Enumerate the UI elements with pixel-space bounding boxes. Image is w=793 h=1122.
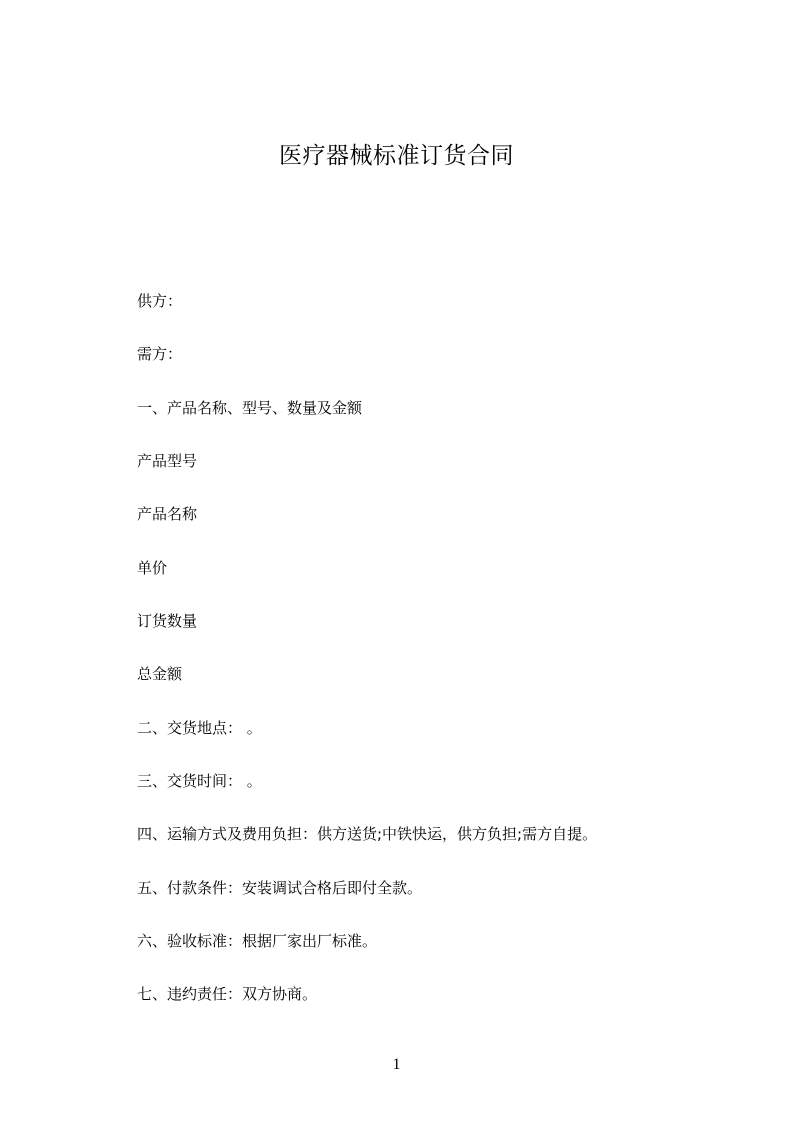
section-2-delivery-place: 二、交货地点： 。: [137, 719, 262, 737]
supplier-line: 供方：: [137, 292, 183, 310]
section-4-transport: 四、运输方式及费用负担：供方送货;中铁快运，供方负担;需方自提。: [137, 825, 598, 843]
unit-price-line: 单价: [137, 559, 168, 577]
section-1-heading: 一、产品名称、型号、数量及金额: [137, 399, 363, 417]
section-3-delivery-time: 三、交货时间： 。: [137, 772, 262, 790]
section-6-acceptance: 六、验收标准：根据厂家出厂标准。: [137, 932, 378, 950]
page-number: 1: [392, 1056, 401, 1073]
buyer-line: 需方：: [137, 345, 183, 363]
section-7-liability: 七、违约责任：双方协商。: [137, 985, 318, 1003]
product-name-line: 产品名称: [137, 505, 198, 523]
product-model-line: 产品型号: [137, 452, 198, 470]
document-title: 医疗器械标准订货合同: [279, 143, 514, 169]
total-amount-line: 总金额: [137, 665, 183, 683]
order-quantity-line: 订货数量: [137, 612, 198, 630]
section-5-payment: 五、付款条件：安装调试合格后即付全款。: [137, 879, 423, 897]
